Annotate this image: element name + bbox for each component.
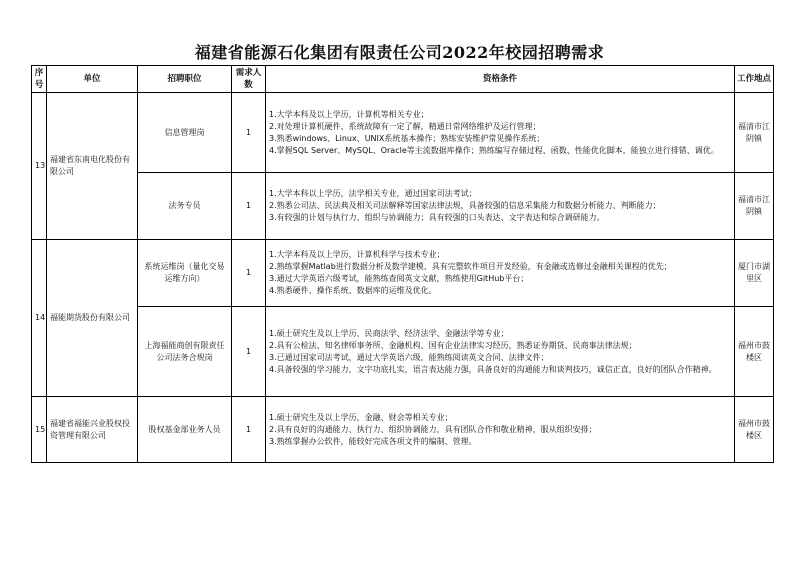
table-row [32,397,774,463]
work-location: 福州市鼓楼区 [735,307,774,397]
position-name: 信息管理岗 [138,93,232,173]
recruitment-table [31,65,774,463]
headcount: 1 [232,397,266,463]
header-count: 需求人数 [232,66,266,93]
page-title: 福建省能源石化集团有限责任公司2022年校园招聘需求 [194,43,605,62]
header-no: 序号 [32,66,47,93]
requirement-item: 1.硕士研究生及以上学历，金融、财会等相关专业； [269,412,453,422]
headcount: 1 [232,173,266,240]
requirements [266,307,735,397]
unit-name: 福能期货股份有限公司 [47,240,138,397]
requirement-item: 2.熟悉公司法、民法典及相关司法解释等国家法律法规，具备较强的信息采集能力和数据分析能力、判断能力； [269,201,661,210]
work-location: 厦门市湖里区 [735,240,774,307]
table-row [32,173,774,240]
requirement-item: 4.掌握SQL Server、MySQL、Oracle等主流数据库操作；熟练编写存储过程、函数、性能优化脚本，能独立进行排错、调优。 [269,145,719,155]
requirement-item: 2.具有良好的沟通能力、执行力、组织协调能力，具有团队合作和敬业精神，服从组织安排； [269,424,597,434]
requirement-item: 1.大学本科及以上学历，计算机等相关专业； [269,109,429,119]
requirement-item: 2.对处理计算机硬件、系统故障有一定了解，精通日常网络维护及运行管理； [269,121,541,131]
header-position: 招聘职位 [138,66,232,93]
requirement-item: 4.熟悉硬件、操作系统、数据库的运维及优化。 [269,286,437,295]
headcount: 1 [232,93,266,173]
table-row [32,93,774,173]
requirement-item: 1.硕士研究生及以上学历，民商法学、经济法学、金融法学等专业； [269,328,509,338]
header-location: 工作地点 [735,66,774,93]
unit-name: 福建省福能兴业股权投资管理有限公司 [47,397,138,463]
row-number: 15 [32,397,47,463]
position-name: 系统运维岗（量化交易运维方向） [138,240,232,307]
requirement-item: 2.熟练掌握Matlab进行数据分析及数学建模、具有完整软件项目开发经验，有金融或选修过金融相关课程的优先； [269,262,672,271]
requirement-item: 3.有较强的计划与执行力、组织与协调能力；具有较强的口头表达、文字表达和综合调研能力。 [269,213,605,222]
requirement-item: 2.具有公检法、知名律师事务所、金融机构、国有企业法律实习经历，熟悉证券期货、民商事法律法规； [269,340,637,350]
requirements [266,397,735,463]
requirement-item: 1.大学本科以上学历，法学相关专业，通过国家司法考试； [269,189,477,198]
headcount: 1 [232,240,266,307]
position-name: 上海福能商创有限责任公司法务合规岗 [138,307,232,397]
requirement-item: 3.熟练掌握办公软件，能较好完成各项文件的编制、管理。 [269,436,477,446]
position-name: 股权基金部业务人员 [138,397,232,463]
requirement-item: 4.具备较强的学习能力，文字功底扎实，语言表达能力强，具备良好的沟通能力和谈判技巧，诚信正直，良好的团队合作精神。 [269,364,717,374]
headcount: 1 [232,307,266,397]
table-row [32,240,774,307]
requirement-item: 3.通过大学英语六级考试，能熟练查阅英文文献，熟练使用GitHub平台； [269,274,529,283]
work-location: 福清市江阴镇 [735,93,774,173]
requirements [266,173,735,240]
unit-name: 福建省东南电化股份有限公司 [47,93,138,240]
table-row [32,307,774,397]
table-header-row [32,66,774,93]
requirements [266,240,735,307]
requirement-item: 3.已通过国家司法考试，通过大学英语六级，能熟练阅读英文合同、法律文件； [269,352,549,362]
header-unit: 单位 [47,66,138,93]
requirement-item: 1.大学本科及以上学历，计算机科学与技术专业； [269,250,445,259]
header-requirements: 资格条件 [266,66,735,93]
work-location: 福清市江阴镇 [735,173,774,240]
row-number: 13 [32,93,47,240]
position-name: 法务专员 [138,173,232,240]
work-location: 福州市鼓楼区 [735,397,774,463]
requirements [266,93,735,173]
row-number: 14 [32,240,47,397]
requirement-item: 3.熟悉windows、Linux、UNIX系统基本操作；熟练安装维护常见操作系统； [269,133,545,143]
